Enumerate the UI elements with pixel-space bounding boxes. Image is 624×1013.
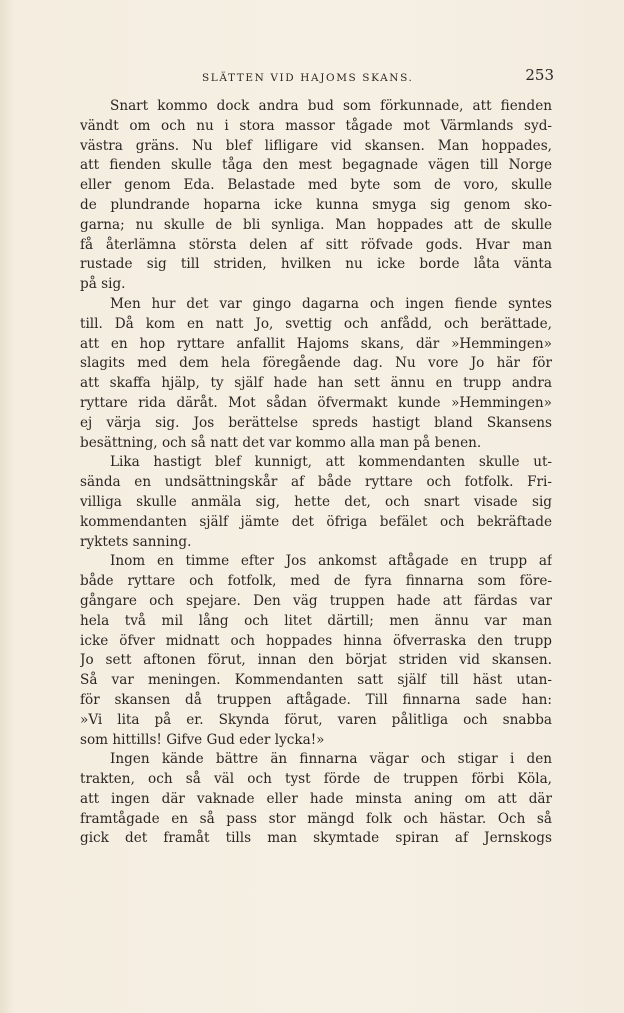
text-line: vändt om och nu i stora massor tågade mot Värmlands syd- [80, 117, 552, 134]
text-line: villiga skulle anmäla sig, hette det, och snart visade sig [80, 493, 552, 510]
text-line: att fienden skulle tåga den mest begagnade vägen till Norge [80, 157, 552, 174]
page-number: 253 [525, 66, 554, 84]
text-line: kommendanten själf jämte det öfriga befälet och bekräftade [80, 513, 552, 530]
text-line: att ingen där vaknade eller hade minsta aning om att där [80, 790, 552, 807]
text-line: Ingen kände bättre än finnarna vägar och stigar i den [110, 751, 552, 768]
text-line: Snart kommo dock andra bud som förkunnade, att fienden [110, 98, 552, 114]
text-line: Så var meningen. Kommendanten satt själf till häst utan- [80, 672, 552, 689]
text-line: både ryttare och fotfolk, med de fyra finnarna som före- [80, 573, 552, 590]
body-text [80, 97, 552, 849]
text-line: eller genom Eda. Belastade med byte som de voro, skulle [80, 177, 552, 194]
text-line: gångare och spejare. Den väg truppen hade att färdas var [80, 592, 552, 609]
text-line: Jo sett aftonen förut, innan den börjat striden vid skansen. [80, 652, 552, 669]
text-line: få återlämna största delen af sitt röfvade gods. Hvar man [80, 236, 552, 253]
text-line: hela två mil lång och litet därtill; men ännu var man [80, 612, 552, 629]
text-line: att skaffa hjälp, ty själf hade han sett ännu en trupp andra [80, 375, 552, 392]
text-line: till. Då kom en natt Jo, svettig och anfådd, och berättade, [80, 315, 552, 332]
text-line: Lika hastigt blef kunnigt, att kommendanten skulle ut- [110, 454, 552, 471]
text-line: besättning, och så natt det var kommo alla man på benen. [80, 434, 482, 451]
text-line: de plundrande hoparna icke kunna smyga sig genom sko- [80, 196, 552, 213]
text-line: trakten, och så väl och tyst förde de truppen förbi Köla, [80, 771, 552, 788]
text-line: gick det framåt tills man skymtade spiran af Jernskogs [80, 830, 552, 847]
text-line: garna; nu skulle de bli synliga. Man hoppades att de skulle [80, 216, 552, 233]
text-line: på sig. [80, 276, 126, 293]
text-line: »Vi lita på er. Skynda förut, varen pålitliga och snabba [80, 711, 552, 728]
text-line: rustade sig till striden, hvilken nu icke borde låta vänta [80, 256, 552, 273]
text-line: sända en undsättningskår af både ryttare och fotfolk. Fri- [80, 474, 552, 491]
text-line: icke öfver midnatt och hoppades hinna öfverraska den trupp [80, 632, 552, 649]
text-line: framtågade en så pass stor mängd folk och hästar. Och så [80, 810, 552, 827]
text-line: slagits med dem hela föregående dag. Nu vore Jo här för [80, 355, 552, 372]
text-line: Inom en timme efter Jos ankomst aftågade en trupp af [110, 553, 552, 570]
text-line: Men hur det var gingo dagarna och ingen fiende syntes [110, 295, 552, 312]
page-header [80, 66, 554, 90]
text-line: ryktets sanning. [80, 533, 192, 550]
text-line: västra gräns. Nu blef lifligare vid skansen. Man hoppades, [80, 137, 552, 154]
text-line: som hittills! Gifve Gud eder lycka!» [80, 731, 325, 748]
running-title: SLÄTTEN VID HAJOMS SKANS. [202, 72, 414, 84]
text-line: att en hop ryttare anfallit Hajoms skans, där »Hemmingen» [80, 335, 552, 352]
text-line: ej värja sig. Jos berättelse spreds hastigt bland Skansens [80, 414, 552, 431]
text-line: för skansen då truppen aftågade. Till finnarna sade han: [80, 691, 552, 708]
text-line: ryttare rida däråt. Mot sådan öfvermakt kunde »Hemmingen» [80, 394, 552, 411]
